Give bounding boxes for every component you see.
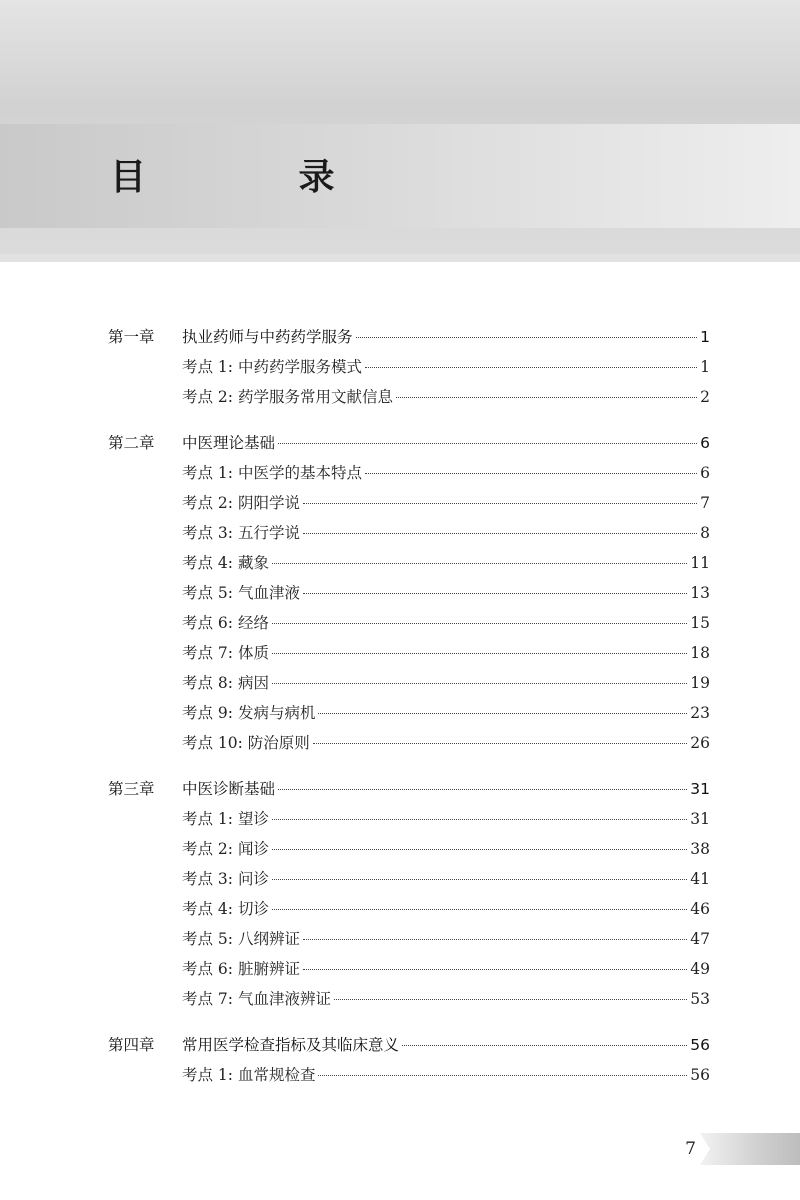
dot-leader <box>303 593 687 594</box>
dot-leader <box>272 819 687 820</box>
toc-entry-row[interactable] <box>108 954 710 984</box>
dot-leader <box>272 879 687 880</box>
table-of-contents <box>108 322 710 1106</box>
entry-page-number: 11 <box>690 554 710 572</box>
chapter-title: 常用医学检查指标及其临床意义 <box>182 1036 400 1054</box>
entry-label: 考点 2: 阴阳学说 <box>182 494 300 512</box>
toc-entry-row[interactable] <box>108 578 710 608</box>
entry-page-number: 26 <box>690 734 710 752</box>
toc-entry-row[interactable] <box>108 548 710 578</box>
toc-entry-row[interactable] <box>108 668 710 698</box>
entry-label: 考点 7: 气血津液辨证 <box>182 990 331 1008</box>
entry-label: 考点 2: 闻诊 <box>182 840 269 858</box>
toc-chapter-row[interactable] <box>108 1030 710 1060</box>
toc-chapter <box>108 322 710 412</box>
toc-entry-row[interactable] <box>108 382 710 412</box>
entry-page-number: 18 <box>690 644 710 662</box>
entry-page-number: 19 <box>690 674 710 692</box>
entry-page-number: 31 <box>690 810 710 828</box>
chapter-number: 第一章 <box>108 328 155 346</box>
dot-leader <box>272 563 687 564</box>
entry-label: 考点 10: 防治原则 <box>182 734 310 752</box>
dot-leader <box>278 443 697 444</box>
page-number: 7 <box>685 1139 696 1159</box>
toc-entry-row[interactable] <box>108 924 710 954</box>
dot-leader <box>303 939 687 940</box>
toc-entry-row[interactable] <box>108 352 710 382</box>
toc-chapter <box>108 428 710 758</box>
dot-leader <box>365 473 697 474</box>
dot-leader <box>402 1045 687 1046</box>
entry-label: 考点 1: 中医学的基本特点 <box>182 464 362 482</box>
entry-label: 考点 3: 问诊 <box>182 870 269 888</box>
entry-page-number: 23 <box>690 704 710 722</box>
dot-leader <box>303 503 697 504</box>
toc-entry-row[interactable] <box>108 834 710 864</box>
dot-leader <box>334 999 687 1000</box>
toc-chapter <box>108 774 710 1014</box>
chapter-title: 中医理论基础 <box>182 434 276 452</box>
chapter-page-number: 31 <box>690 780 710 798</box>
entry-page-number: 53 <box>690 990 710 1008</box>
toc-entry-row[interactable] <box>108 518 710 548</box>
dot-leader <box>303 969 687 970</box>
dot-leader <box>396 397 697 398</box>
entry-label: 考点 3: 五行学说 <box>182 524 300 542</box>
entry-label: 考点 6: 脏腑辨证 <box>182 960 300 978</box>
toc-chapter-row[interactable] <box>108 774 710 804</box>
entry-page-number: 1 <box>700 358 710 376</box>
entry-page-number: 6 <box>700 464 710 482</box>
page-number-tab <box>700 1133 800 1165</box>
entry-label: 考点 2: 药学服务常用文献信息 <box>182 388 393 406</box>
toc-entry-row[interactable] <box>108 894 710 924</box>
toc-entry-row[interactable] <box>108 458 710 488</box>
dot-leader <box>272 849 687 850</box>
chapter-number: 第三章 <box>108 780 155 798</box>
dot-leader <box>365 367 697 368</box>
entry-label: 考点 1: 望诊 <box>182 810 269 828</box>
entry-label: 考点 1: 中药药学服务模式 <box>182 358 362 376</box>
entry-page-number: 49 <box>690 960 710 978</box>
toc-chapter <box>108 1030 710 1090</box>
toc-entry-row[interactable] <box>108 1060 710 1090</box>
toc-chapter-row[interactable] <box>108 322 710 352</box>
chapter-page-number: 6 <box>700 434 710 452</box>
dot-leader <box>318 1075 687 1076</box>
toc-entry-row[interactable] <box>108 804 710 834</box>
entry-label: 考点 7: 体质 <box>182 644 269 662</box>
chapter-title: 执业药师与中药药学服务 <box>182 328 353 346</box>
entry-page-number: 41 <box>690 870 710 888</box>
dot-leader <box>318 713 687 714</box>
toc-entry-row[interactable] <box>108 864 710 894</box>
toc-entry-row[interactable] <box>108 488 710 518</box>
dot-leader <box>278 789 687 790</box>
entry-page-number: 15 <box>690 614 710 632</box>
entry-label: 考点 1: 血常规检查 <box>182 1066 316 1084</box>
dot-leader <box>272 653 687 654</box>
entry-page-number: 2 <box>700 388 710 406</box>
entry-label: 考点 9: 发病与病机 <box>182 704 316 722</box>
entry-label: 考点 8: 病因 <box>182 674 269 692</box>
page-title: 目 录 <box>110 157 405 198</box>
entry-label: 考点 4: 切诊 <box>182 900 269 918</box>
chapter-page-number: 1 <box>700 328 710 346</box>
entry-page-number: 7 <box>700 494 710 512</box>
entry-label: 考点 6: 经络 <box>182 614 269 632</box>
entry-page-number: 38 <box>690 840 710 858</box>
entry-label: 考点 5: 气血津液 <box>182 584 300 602</box>
dot-leader <box>356 337 698 338</box>
entry-label: 考点 4: 藏象 <box>182 554 269 572</box>
dot-leader <box>272 683 687 684</box>
toc-chapter-row[interactable] <box>108 428 710 458</box>
chapter-page-number: 56 <box>690 1036 710 1054</box>
chapter-title: 中医诊断基础 <box>182 780 276 798</box>
entry-page-number: 8 <box>700 524 710 542</box>
toc-entry-row[interactable] <box>108 728 710 758</box>
dot-leader <box>272 623 687 624</box>
entry-page-number: 56 <box>690 1066 710 1084</box>
toc-entry-row[interactable] <box>108 698 710 728</box>
entry-page-number: 47 <box>690 930 710 948</box>
chapter-number: 第四章 <box>108 1036 155 1054</box>
chapter-number: 第二章 <box>108 434 155 452</box>
entry-page-number: 13 <box>690 584 710 602</box>
entry-page-number: 46 <box>690 900 710 918</box>
dot-leader <box>272 909 687 910</box>
dot-leader <box>303 533 697 534</box>
dot-leader <box>313 743 687 744</box>
header-divider <box>0 254 800 262</box>
entry-label: 考点 5: 八纲辨证 <box>182 930 300 948</box>
toc-entry-row[interactable] <box>108 608 710 638</box>
toc-entry-row[interactable] <box>108 984 710 1014</box>
toc-entry-row[interactable] <box>108 638 710 668</box>
